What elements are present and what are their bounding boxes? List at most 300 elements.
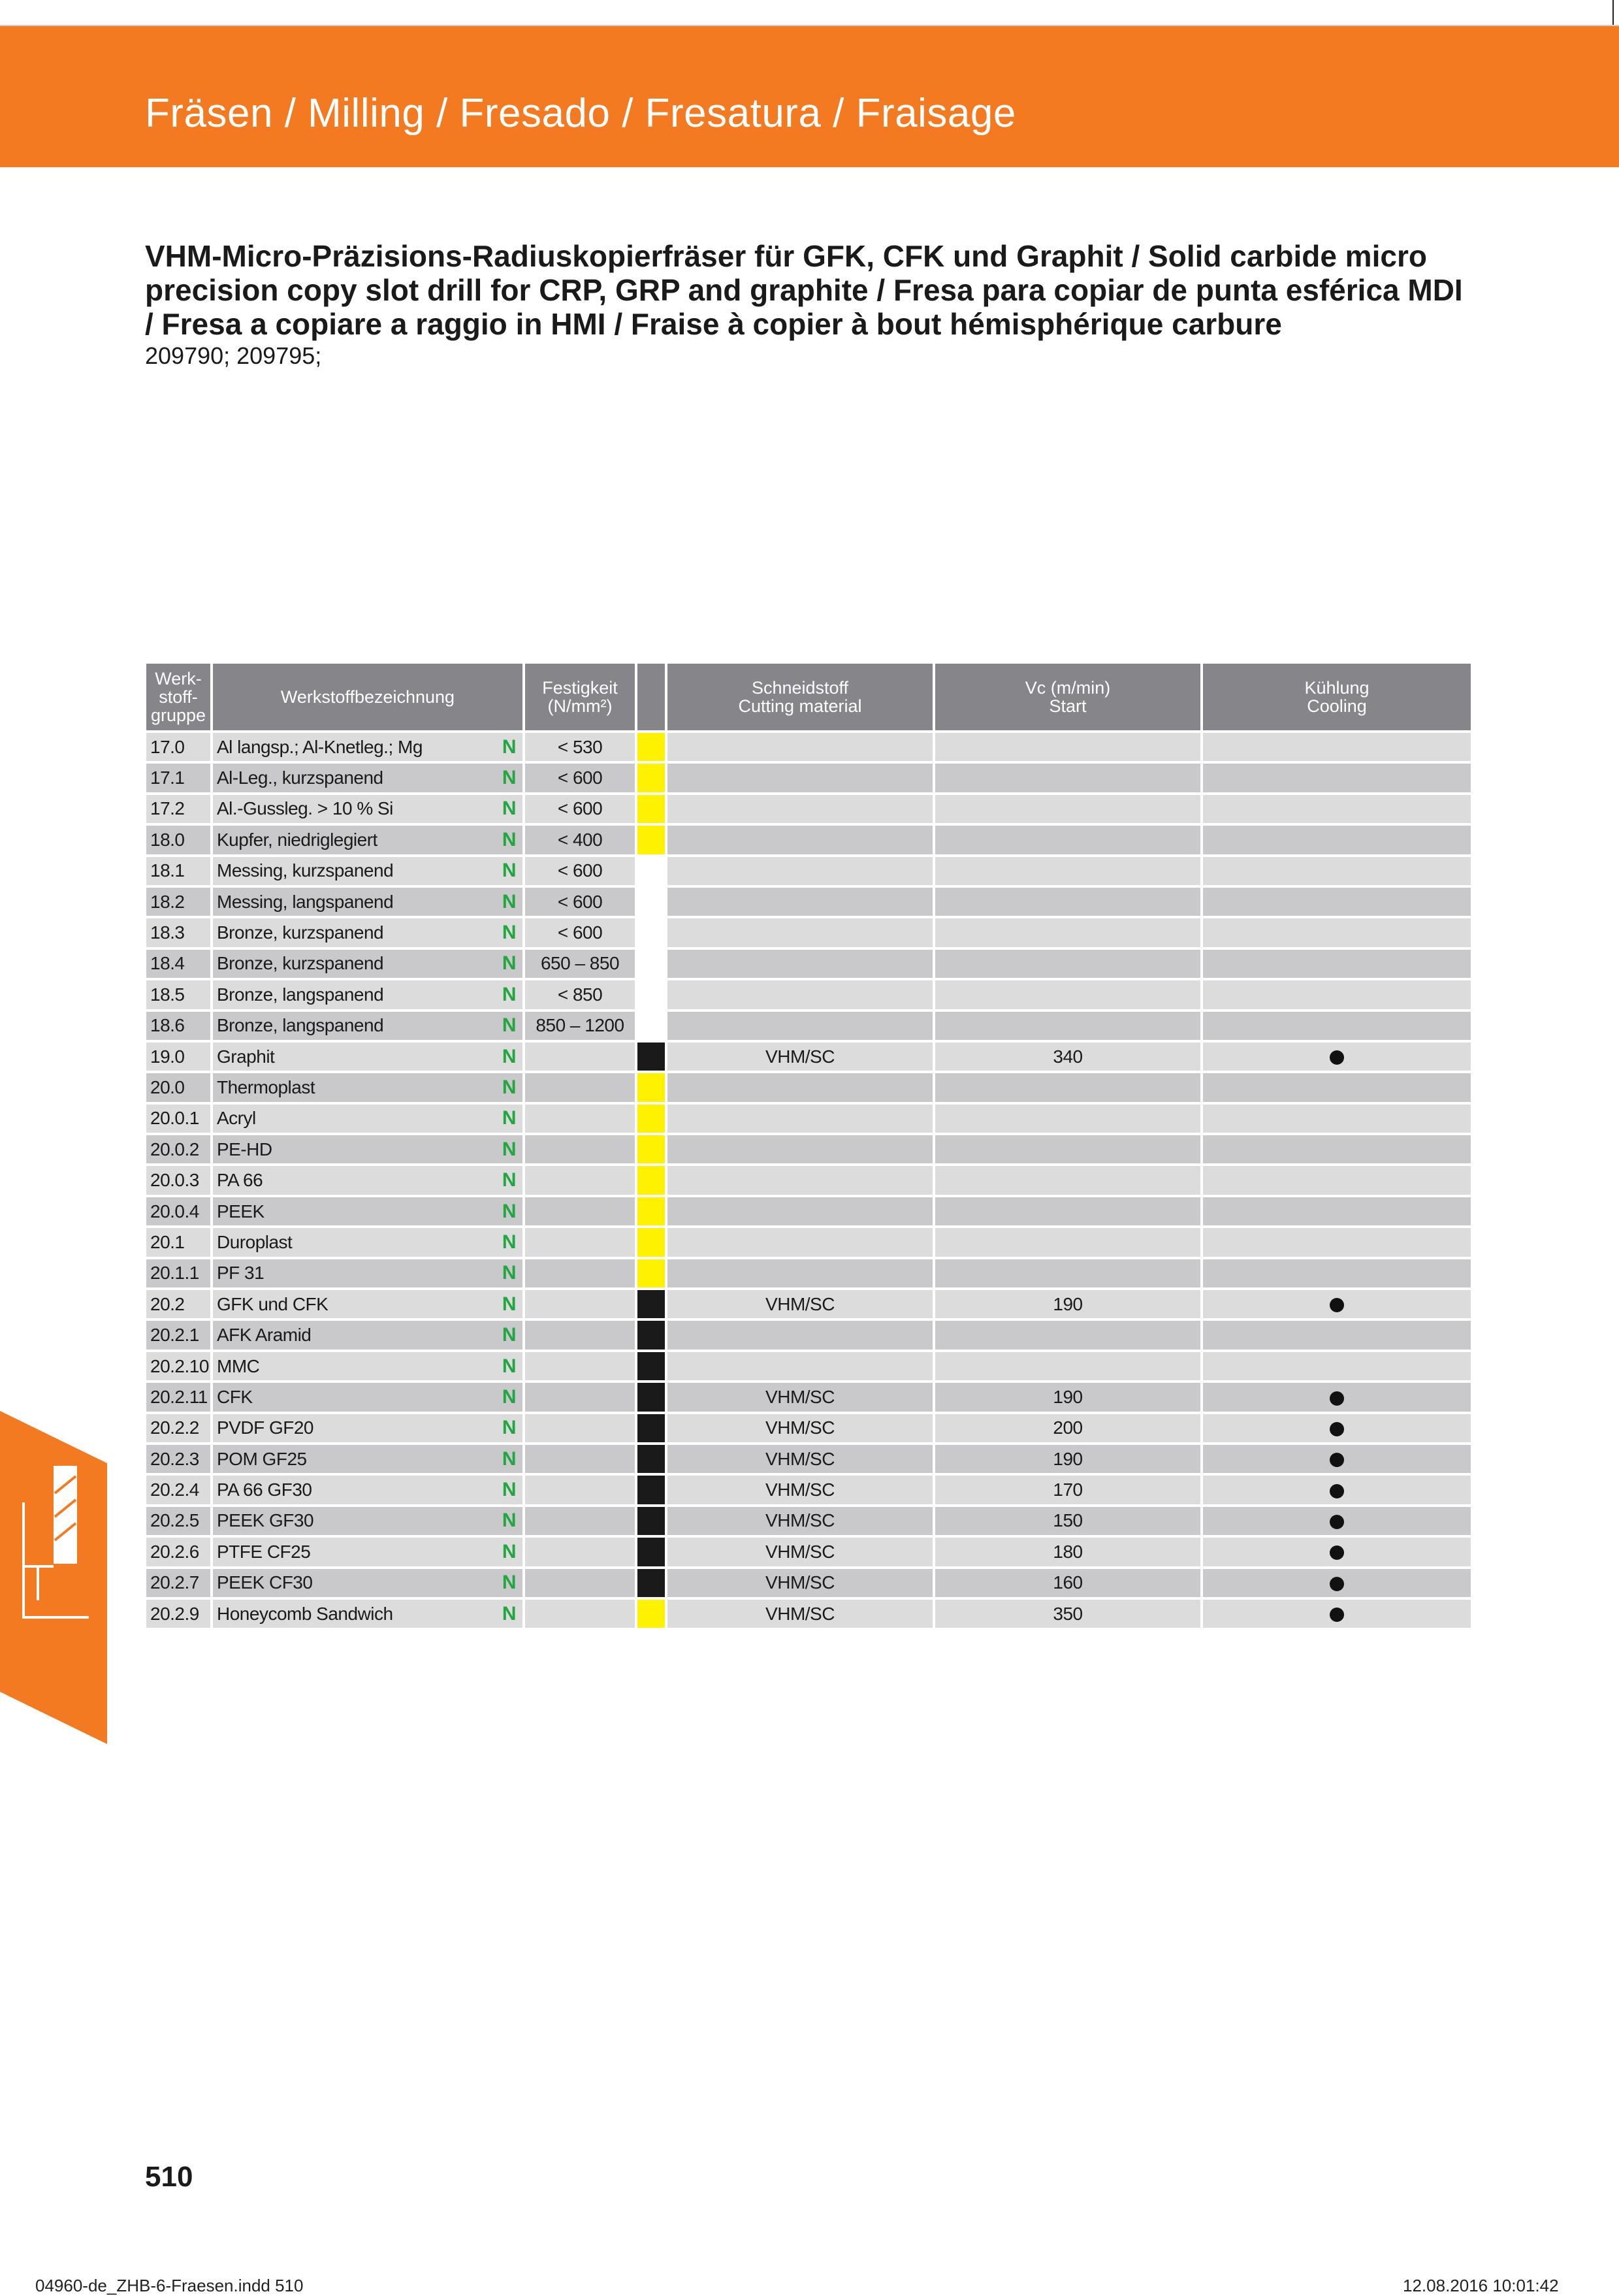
material-group-code: 20.0.4 [146, 1196, 212, 1227]
suitability-swatch-cell [636, 1072, 666, 1103]
material-name-cell [212, 1444, 524, 1474]
suitability-swatch [637, 1073, 665, 1101]
table-row [146, 1165, 1472, 1195]
material-name-cell [212, 1413, 524, 1444]
material-name-cell [212, 1536, 524, 1567]
suitability-swatch-cell [636, 1382, 666, 1412]
material-group-code: 20.1 [146, 1227, 212, 1257]
cooling-cell [1202, 886, 1472, 917]
n-group-marker: N [502, 1045, 516, 1067]
table-row [146, 1598, 1472, 1629]
n-group-marker: N [502, 1200, 516, 1222]
material-name: Al langsp.; Al-Knetleg.; Mg [217, 736, 423, 757]
material-group-code: 17.1 [146, 762, 212, 793]
material-name: Bronze, kurzspanend [217, 953, 384, 974]
suitability-swatch [637, 1321, 665, 1349]
cutting-material [666, 1165, 934, 1195]
footer-timestamp: 12.08.2016 10:01:42 [1403, 2276, 1559, 2295]
suitability-swatch-cell [636, 732, 666, 762]
n-group-marker: N [502, 798, 516, 820]
suitability-swatch [637, 918, 665, 946]
cutting-speed [934, 1319, 1202, 1350]
suitability-swatch [637, 1105, 665, 1133]
table-row [146, 948, 1472, 979]
material-name: Bronze, langspanend [217, 1015, 384, 1036]
header-cutting-material: Schneidstoff Cutting material [666, 664, 934, 732]
suitability-swatch [637, 857, 665, 885]
cutting-speed: 340 [934, 1041, 1202, 1072]
n-group-marker: N [502, 736, 516, 758]
cutting-speed [934, 886, 1202, 917]
strength-value [524, 1474, 636, 1505]
cutting-material [666, 732, 934, 762]
cutting-material: VHM/SC [666, 1413, 934, 1444]
cooling-cell [1202, 1134, 1472, 1165]
suitability-swatch [637, 1352, 665, 1380]
header-material-group: Werk- stoff- gruppe [146, 664, 212, 732]
material-name: PEEK CF30 [217, 1572, 313, 1593]
article-numbers: 209790; 209795; [145, 342, 322, 369]
material-group-code: 18.3 [146, 917, 212, 948]
strength-value: < 600 [524, 856, 636, 886]
cutting-speed [934, 794, 1202, 824]
material-group-code: 18.1 [146, 856, 212, 886]
material-name: AFK Aramid [217, 1325, 312, 1346]
material-name: Al.-Gussleg. > 10 % Si [217, 798, 393, 819]
table-row [146, 1444, 1472, 1474]
material-name-cell [212, 856, 524, 886]
strength-value [524, 1382, 636, 1412]
table-header-row [146, 664, 1472, 732]
suitability-swatch-cell [636, 1103, 666, 1134]
suitability-swatch [637, 1166, 665, 1194]
cutting-material: VHM/SC [666, 1289, 934, 1319]
suitability-swatch [637, 733, 665, 761]
material-name: PEEK GF30 [217, 1510, 314, 1531]
table-row [146, 1134, 1472, 1165]
cooling-dot-icon [1330, 1453, 1344, 1467]
cooling-dot-icon [1330, 1515, 1344, 1529]
table-row [146, 1319, 1472, 1350]
cutting-material [666, 917, 934, 948]
strength-value: < 600 [524, 917, 636, 948]
material-name-cell [212, 1041, 524, 1072]
cutting-data-table [146, 664, 1473, 1630]
strength-value: < 400 [524, 824, 636, 855]
material-group-code: 20.2.9 [146, 1598, 212, 1629]
cutting-speed: 350 [934, 1598, 1202, 1629]
strength-value: < 530 [524, 732, 636, 762]
strength-value: 650 – 850 [524, 948, 636, 979]
suitability-swatch [637, 950, 665, 978]
n-group-marker: N [502, 1231, 516, 1253]
material-name: PTFE CF25 [217, 1541, 311, 1562]
cutting-speed: 180 [934, 1536, 1202, 1567]
table-row [146, 1041, 1472, 1072]
suitability-swatch-cell [636, 1413, 666, 1444]
material-name-cell [212, 732, 524, 762]
n-group-marker: N [502, 1417, 516, 1439]
material-name: Acryl [217, 1108, 256, 1129]
suitability-swatch-cell [636, 1041, 666, 1072]
strength-value [524, 1227, 636, 1257]
material-name-cell [212, 886, 524, 917]
cooling-cell [1202, 1536, 1472, 1567]
cooling-cell [1202, 1319, 1472, 1350]
cooling-cell [1202, 1289, 1472, 1319]
material-name: Kupfer, niedriglegiert [217, 829, 377, 850]
suitability-swatch [637, 1445, 665, 1473]
material-group-code: 20.0 [146, 1072, 212, 1103]
cutting-material [666, 1227, 934, 1257]
material-name-cell [212, 1011, 524, 1041]
top-trim-area [0, 0, 1619, 26]
material-group-code: 20.2.5 [146, 1506, 212, 1536]
material-group-code: 20.2.6 [146, 1536, 212, 1567]
strength-value: < 600 [524, 886, 636, 917]
suitability-swatch-cell [636, 1289, 666, 1319]
suitability-swatch-cell [636, 948, 666, 979]
material-name-cell [212, 1319, 524, 1350]
material-group-code: 20.2.4 [146, 1474, 212, 1505]
cooling-cell [1202, 1474, 1472, 1505]
material-name-cell [212, 1072, 524, 1103]
material-name-cell [212, 1227, 524, 1257]
material-group-code: 20.2.2 [146, 1413, 212, 1444]
cutting-speed: 170 [934, 1474, 1202, 1505]
suitability-swatch [637, 980, 665, 1009]
cutting-speed [934, 979, 1202, 1010]
table-row [146, 1289, 1472, 1319]
suitability-swatch-cell [636, 1506, 666, 1536]
cutting-material [666, 886, 934, 917]
suitability-swatch-cell [636, 794, 666, 824]
cutting-speed: 190 [934, 1382, 1202, 1412]
cooling-cell [1202, 1444, 1472, 1474]
cutting-material [666, 1351, 934, 1382]
material-group-code: 20.2.10 [146, 1351, 212, 1382]
table-row [146, 886, 1472, 917]
cooling-cell [1202, 1072, 1472, 1103]
strength-value [524, 1413, 636, 1444]
header-cooling: Kühlung Cooling [1202, 664, 1472, 732]
strength-value [524, 1351, 636, 1382]
material-name: Bronze, kurzspanend [217, 922, 384, 943]
material-name-cell [212, 979, 524, 1010]
strength-value [524, 1506, 636, 1536]
material-group-code: 19.0 [146, 1041, 212, 1072]
page-number: 510 [145, 2161, 193, 2193]
cooling-dot-icon [1330, 1050, 1344, 1065]
material-group-code: 18.5 [146, 979, 212, 1010]
strength-value: < 850 [524, 979, 636, 1010]
strength-value [524, 1134, 636, 1165]
material-group-code: 20.2.11 [146, 1382, 212, 1412]
strength-value [524, 1598, 636, 1629]
cooling-dot-icon [1330, 1422, 1344, 1436]
table-row [146, 856, 1472, 886]
material-name-cell [212, 1258, 524, 1289]
material-group-code: 18.2 [146, 886, 212, 917]
cooling-cell [1202, 1165, 1472, 1195]
table-row [146, 1103, 1472, 1134]
n-group-marker: N [502, 1169, 516, 1191]
cutting-material [666, 948, 934, 979]
n-group-marker: N [502, 922, 516, 944]
table-row [146, 1351, 1472, 1382]
cooling-dot-icon [1330, 1545, 1344, 1560]
crop-mark [1612, 0, 1614, 25]
cooling-dot-icon [1330, 1577, 1344, 1591]
material-name-cell [212, 1598, 524, 1629]
cutting-material [666, 979, 934, 1010]
cutting-material [666, 762, 934, 793]
cutting-speed [934, 1072, 1202, 1103]
cooling-dot-icon [1330, 1484, 1344, 1498]
cooling-cell [1202, 948, 1472, 979]
n-group-marker: N [502, 1572, 516, 1594]
cooling-cell [1202, 1103, 1472, 1134]
cutting-speed [934, 1227, 1202, 1257]
table-row [146, 1413, 1472, 1444]
material-name: Thermoplast [217, 1076, 315, 1097]
material-name-cell [212, 762, 524, 793]
cutting-speed [934, 1103, 1202, 1134]
suitability-swatch-cell [636, 1196, 666, 1227]
cooling-cell [1202, 1041, 1472, 1072]
suitability-swatch [637, 1569, 665, 1597]
cutting-material [666, 1072, 934, 1103]
cooling-cell [1202, 917, 1472, 948]
table-row [146, 1568, 1472, 1598]
cutting-speed [934, 1011, 1202, 1041]
material-group-code: 17.2 [146, 794, 212, 824]
material-group-code: 18.6 [146, 1011, 212, 1041]
suitability-swatch [637, 1012, 665, 1040]
table-row [146, 794, 1472, 824]
cooling-cell [1202, 1506, 1472, 1536]
strength-value [524, 1258, 636, 1289]
n-group-marker: N [502, 828, 516, 850]
suitability-swatch-cell [636, 1258, 666, 1289]
material-name-cell [212, 1165, 524, 1195]
n-group-marker: N [502, 983, 516, 1005]
material-name: PA 66 GF30 [217, 1479, 312, 1500]
n-group-marker: N [502, 1107, 516, 1129]
suitability-swatch-cell [636, 1598, 666, 1629]
material-name: POM GF25 [217, 1448, 307, 1469]
material-name-cell [212, 1103, 524, 1134]
cutting-speed [934, 917, 1202, 948]
table-row [146, 917, 1472, 948]
cooling-cell [1202, 794, 1472, 824]
header-swatch [636, 664, 666, 732]
suitability-swatch-cell [636, 1444, 666, 1474]
material-group-code: 20.2 [146, 1289, 212, 1319]
n-group-marker: N [502, 1076, 516, 1098]
material-name-cell [212, 948, 524, 979]
cutting-speed [934, 824, 1202, 855]
cutting-speed [934, 856, 1202, 886]
suitability-swatch [637, 1197, 665, 1225]
strength-value [524, 1103, 636, 1134]
cutting-material: VHM/SC [666, 1041, 934, 1072]
strength-value [524, 1196, 636, 1227]
suitability-swatch [637, 1259, 665, 1287]
cooling-dot-icon [1330, 1391, 1344, 1406]
suitability-swatch [637, 1476, 665, 1504]
material-group-code: 20.0.1 [146, 1103, 212, 1134]
n-group-marker: N [502, 1385, 516, 1408]
product-title: VHM-Micro-Präzisions-Radiuskopierfräser für GFK, CFK und Graphit / Solid carbide micro precision copy slot drill for CRP, GRP and graphite / Fresa para copiar de punta esférica MDI / Fresa a copiare a raggio in HMI / Fraise à copier à bout hémisphérique carbure [145, 239, 1463, 341]
material-name: Honeycomb Sandwich [217, 1603, 393, 1624]
cutting-material [666, 1011, 934, 1041]
suitability-swatch [637, 1290, 665, 1318]
chapter-title: Fräsen / Milling / Fresado / Fresatura / Fraisage [145, 91, 1016, 136]
suitability-swatch-cell [636, 1568, 666, 1598]
material-group-code: 20.2.3 [146, 1444, 212, 1474]
suitability-swatch [637, 1228, 665, 1256]
material-name-cell [212, 1289, 524, 1319]
material-group-code: 20.0.3 [146, 1165, 212, 1195]
n-group-marker: N [502, 860, 516, 882]
material-name-cell [212, 1134, 524, 1165]
cutting-material: VHM/SC [666, 1506, 934, 1536]
suitability-swatch-cell [636, 1474, 666, 1505]
cutting-material: VHM/SC [666, 1444, 934, 1474]
cutting-material: VHM/SC [666, 1382, 934, 1412]
material-name-cell [212, 1382, 524, 1412]
cutting-material [666, 1196, 934, 1227]
material-group-code: 20.2.1 [146, 1319, 212, 1350]
table-row [146, 1382, 1472, 1412]
n-group-marker: N [502, 890, 516, 913]
cutting-speed [934, 1134, 1202, 1165]
material-name: PE-HD [217, 1139, 272, 1159]
suitability-swatch-cell [636, 1134, 666, 1165]
n-group-marker: N [502, 1540, 516, 1562]
table-row [146, 979, 1472, 1010]
table-row [146, 1258, 1472, 1289]
n-group-marker: N [502, 1293, 516, 1315]
material-name: PA 66 [217, 1170, 263, 1191]
material-name: PEEK [217, 1201, 264, 1221]
cutting-speed [934, 948, 1202, 979]
n-group-marker: N [502, 1479, 516, 1501]
n-group-marker: N [502, 1014, 516, 1037]
header-cutting-speed: Vc (m/min) Start [934, 664, 1202, 732]
material-group-code: 18.4 [146, 948, 212, 979]
suitability-swatch [637, 826, 665, 854]
header-material-name: Werkstoffbezeichnung [212, 664, 524, 732]
material-name: Graphit [217, 1046, 275, 1067]
cooling-cell [1202, 1568, 1472, 1598]
n-group-marker: N [502, 767, 516, 789]
cutting-speed: 200 [934, 1413, 1202, 1444]
cooling-cell [1202, 856, 1472, 886]
cutting-speed: 150 [934, 1506, 1202, 1536]
suitability-swatch-cell [636, 1536, 666, 1567]
suitability-swatch [637, 1538, 665, 1566]
material-name: MMC [217, 1355, 260, 1376]
cutting-material [666, 1103, 934, 1134]
table-row [146, 1536, 1472, 1567]
cooling-cell [1202, 1351, 1472, 1382]
cutting-speed [934, 732, 1202, 762]
strength-value: 850 – 1200 [524, 1011, 636, 1041]
table-row [146, 824, 1472, 855]
suitability-swatch [637, 888, 665, 916]
cooling-cell [1202, 1598, 1472, 1629]
cutting-material: VHM/SC [666, 1598, 934, 1629]
cutting-material [666, 1258, 934, 1289]
material-name-cell [212, 794, 524, 824]
suitability-swatch-cell [636, 824, 666, 855]
suitability-swatch [637, 1507, 665, 1535]
material-name-cell [212, 917, 524, 948]
cutting-material [666, 1134, 934, 1165]
table-row [146, 1011, 1472, 1041]
cutting-material [666, 824, 934, 855]
cooling-dot-icon [1330, 1608, 1344, 1622]
suitability-swatch-cell [636, 1227, 666, 1257]
material-group-code: 20.2.7 [146, 1568, 212, 1598]
header-strength: Festigkeit (N/mm²) [524, 664, 636, 732]
material-name: PF 31 [217, 1263, 264, 1284]
suitability-swatch [637, 1383, 665, 1411]
cutting-material [666, 794, 934, 824]
n-group-marker: N [502, 1324, 516, 1346]
cutting-speed: 190 [934, 1444, 1202, 1474]
material-name-cell [212, 1474, 524, 1505]
table-row [146, 1506, 1472, 1536]
cutting-speed [934, 1351, 1202, 1382]
strength-value [524, 1165, 636, 1195]
suitability-swatch [637, 1414, 665, 1442]
suitability-swatch-cell [636, 1165, 666, 1195]
strength-value [524, 1041, 636, 1072]
strength-value [524, 1072, 636, 1103]
n-group-marker: N [502, 1510, 516, 1532]
suitability-swatch [637, 1135, 665, 1163]
suitability-swatch [637, 1600, 665, 1628]
material-group-code: 18.0 [146, 824, 212, 855]
cooling-cell [1202, 1258, 1472, 1289]
n-group-marker: N [502, 1602, 516, 1625]
cutting-speed: 190 [934, 1289, 1202, 1319]
suitability-swatch [637, 764, 665, 792]
cutting-material [666, 856, 934, 886]
footer-file-info: 04960-de_ZHB-6-Fraesen.indd 510 [35, 2276, 304, 2295]
material-name-cell [212, 1196, 524, 1227]
material-name: Bronze, langspanend [217, 984, 384, 1005]
strength-value: < 600 [524, 762, 636, 793]
table-row [146, 1474, 1472, 1505]
suitability-swatch [637, 1043, 665, 1071]
cutting-speed [934, 1165, 1202, 1195]
suitability-swatch-cell [636, 1011, 666, 1041]
cutting-material: VHM/SC [666, 1474, 934, 1505]
material-name-cell [212, 1351, 524, 1382]
n-group-marker: N [502, 1138, 516, 1160]
material-name: Duroplast [217, 1231, 293, 1252]
cutting-speed [934, 1258, 1202, 1289]
table-row [146, 1196, 1472, 1227]
strength-value [524, 1536, 636, 1567]
suitability-swatch-cell [636, 856, 666, 886]
table-row [146, 1072, 1472, 1103]
suitability-swatch [637, 795, 665, 823]
